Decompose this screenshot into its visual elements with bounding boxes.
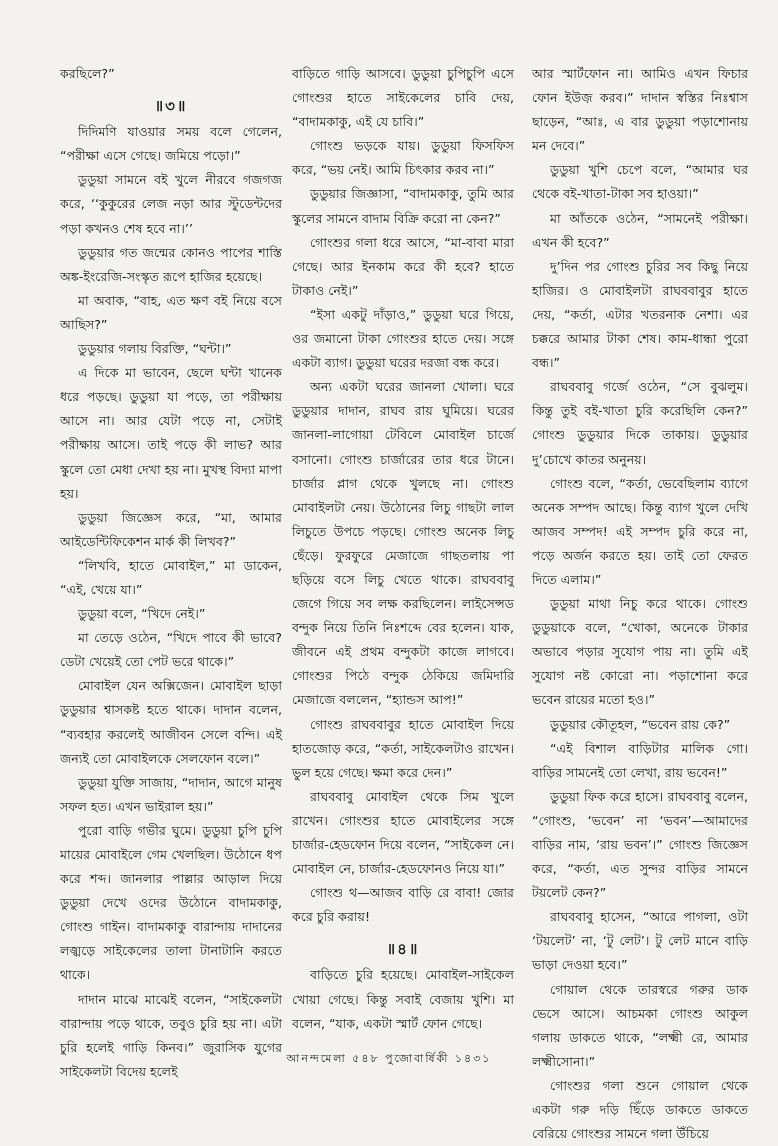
section-heading: ॥৪॥ bbox=[386, 940, 420, 959]
paragraph: রাঘববাবু মোবাইল থেকে সিম খুলে রাখেন। গোংশুর হাতে মোবাইলের সঙ্গে চার্জার-হেডফোন দিয়ে বলেন, “সাইকেল নে। মোবাইল নে, চার্জার-হেডফোনও নিয়ে যা।” bbox=[292, 788, 514, 877]
paragraph: মা অবাক, “বাহ, এত ক্ষণ বই নিয়ে বসে আছিস?” bbox=[60, 292, 282, 332]
paragraph: ডুডুয়ার কৌতূহল, “ভবেন রায় কে?” bbox=[550, 716, 731, 732]
paragraph: “ইসা একটু দাঁড়াও,” ডুডুয়া ঘরে গিয়ে, ওর জমানো টাকা গোংশুর হাতে দেয়। সঙ্গে একটা ব্যাগ। ডুডুয়া ঘরের দরজা বন্ধ করে। bbox=[292, 306, 514, 371]
paragraph: মা আঁতকে ওঠেন, “সামনেই পরীক্ষা। এখন কী হবে?” bbox=[532, 210, 748, 250]
paragraph: গোংশু ভড়কে যায়। ডুডুয়া ফিসফিস করে, “ভয় নেই। আমি চিৎকার করব না।” bbox=[292, 138, 514, 178]
paragraph: এ দিকে মা ভাবেন, ছেলে ঘন্টা খানেক ধরে পড়ছে। ডুডুয়া যা পড়ে, তা পরীক্ষায় আসে না। আর যেটা পড়ে না, সেটাই পরীক্ষায় আসে। তাই পড়ে কী লাভ? আর স্কুলে তো মেধা দেখা হয় না। মুখস্থ বিদ্যা মাপা হয়। bbox=[60, 365, 282, 501]
paragraph: ডুডুয়া যুক্তি সাজায়, “দাদান, আগে মানুষ সফল হত। এখন ভাইরাল হয়।” bbox=[60, 774, 282, 814]
page-footer: আনন্দমেলা ৫৪৮ পুজোবার্ষিকী ১৪৩১ bbox=[286, 1052, 492, 1065]
paragraph: পুরো বাড়ি গভীর ঘুমে। ডুডুয়া চুপি চুপি মায়ের মোবাইলে গেম খেলছিল। উঠোনে ধপ করে শব্দ। জানলার পাল্লার আড়াল দিয়ে ডুডুয়া দেখে ওদের উঠোনে বাদামকাকু, গোংশু গাইন। বাদামকাকু বারান্দায় দাদানের লজ্ঝড়ে সাইকেলের তালা টানাটানি করতে থাকে। bbox=[60, 822, 282, 983]
paragraph: রাঘববাবু হাসেন, “আরে পাগলা, ওটা ‘টয়লেট’ না, ‘টু লেট’। টু লেট মানে বাড়ি ভাড়া দেওয়া হবে।” bbox=[532, 909, 748, 973]
paragraph: গোংশু বলে, “কর্তা, ভেবেছিলাম ব্যাগে অনেক সম্পদ আছে। কিন্তু ব্যাগ খুলে দেখি আজব সম্পদ! এই সম্পদ চুরি করে না, পড়ে অর্জন করতে হয়। তাই তো ফেরত দিতে এলাম।” bbox=[532, 475, 748, 587]
paragraph: বাড়িতে চুরি হয়েছে। মোবাইল-সাইকেল খোয়া গেছে। কিন্তু সবাই বেজায় খুশি। মা বলেন, “যাক, একটা স্মার্ট ফোন গেছে। bbox=[292, 967, 514, 1031]
paragraph: রাঘববাবু গর্জে ওঠেন, “সে বুঝলুম। কিন্তু তুই বই-খাতা চুরি করেছিলি কেন?” গোংশু ডুডুয়ার দিকে তাকায়। ডুডুয়ার দু’চোখে কাতর অনুনয়। bbox=[532, 379, 748, 467]
paragraph: গোংশু থ—আজব বাড়ি রে বাবা! জোর করে চুরি করায়! bbox=[292, 885, 514, 925]
paragraph: “এই বিশাল বাড়িটার মালিক গো। বাড়ির সামনেই তো লেখা, রায় ভবেন!” bbox=[532, 740, 748, 780]
paragraph: দু’দিন পর গোংশু চুরির সব কিছু নিয়ে হাজির। ও মোবাইলটা রাঘববাবুর হাতে দেয়, “কর্তা, এটার খতরনাক নেশা। এর চক্করে আমার টাকা শেষ। কাম-ধান্ধা পুরো বন্ধ।” bbox=[532, 258, 748, 371]
paragraph: দিদিমণি যাওয়ার সময় বলে গেলেন, “পরীক্ষা এসে গেছে। জমিয়ে পড়ো।” bbox=[60, 124, 282, 164]
paragraph: বাড়িতে গাড়ি আসবে। ডুডুয়া চুপিচুপি এসে গোংশুর হাতে সাইকেলের চাবি দেয়, “বাদামকাকু, এই যে চাবি।” bbox=[292, 66, 514, 130]
paragraph: আর স্মার্টফোন না। আমিও এখন ফিচার ফোন ইউজ় করব।” দাদান স্বস্তির নিঃশ্বাস ছাড়েন, “আঃ, এ বার ডুডুয়া পড়াশোনায় মন দেবে।” bbox=[532, 66, 748, 154]
text-column-2 bbox=[292, 62, 514, 1042]
paragraph: “লিখবি, হাতে মোবাইল,” মা ডাকেন, “এই, খেয়ে যা।” bbox=[60, 557, 282, 597]
paragraph: ডুডুয়া জিজ্ঞেস করে, “মা, আমার আইডেন্টিফিকেশন মার্ক কী লিখব?” bbox=[60, 509, 282, 549]
paragraph: গোংশু রাঘববাবুর হাতে মোবাইল দিয়ে হাতজোড় করে, “কর্তা, সাইকেলটাও রাখেন। ভুল হয়ে গেছে। ক্ষমা করে দেন।” bbox=[292, 716, 514, 780]
paragraph: ডুডুয়া খুশি চেপে বলে, “আমার ঘর থেকে বই-খাতা-টাকা সব হাওয়া।” bbox=[532, 162, 748, 202]
paragraph: ডুডুয়া ফিক করে হাসে। রাঘববাবু বলেন, “গোংশু, ‘ভবেন’ না ‘ভবন’—আমাদের বাড়ির নাম, ‘রায় ভবন’।” গোংশু জিজ্ঞেস করে, “কর্তা, এত সুন্দর বাড়ির সামনে টয়লেট কেন?” bbox=[532, 788, 748, 901]
paragraph: মোবাইল যেন অক্সিজেন। মোবাইল ছাড়া ডুডুয়ার শ্বাসকষ্ট হতে থাকে। দাদান বলেন, “ব্যবহার করলেই আজীবন সেলে বন্দি। এই জন্যই তো মোবাইলকে সেলফোন বলে।” bbox=[60, 678, 282, 766]
paragraph: দাদান মাঝে মাঝেই বলেন, “সাইকেলটা বারান্দায় পড়ে থাকে, তবুও চুরি হয় না। এটা চুরি হলেই গাড়ি কিনব।” জুরাসিক যুগের সাইকেলটা বিদেয় হলেই bbox=[60, 991, 282, 1079]
section-heading: ॥৩॥ bbox=[154, 97, 188, 116]
paragraph: গোংশুর গলা শুনে গোয়াল থেকে একটা গরু দড়ি ছিঁড়ে ডাকতে ডাকতে বেরিয়ে গোংশুর সামনে গলা উঁচিয়ে bbox=[532, 1077, 748, 1142]
paragraph: গোয়াল থেকে তারস্বরে গরুর ডাক ভেসে আসে। আচমকা গোংশু আকুল গলায় ডাকতে থাকে, “লক্ষ্মী রে, আমার লক্ষ্মীসোনা।” bbox=[532, 981, 748, 1069]
paragraph: করছিলে?” bbox=[60, 66, 115, 81]
text-column-1 bbox=[60, 62, 282, 1079]
paragraph: ডুডুয়ার জিজ্ঞাসা, “বাদামকাকু, তুমি আর স্কুলের সামনে বাদাম বিক্রি করো না কেন?” bbox=[292, 186, 514, 226]
paragraph: ডুডুয়া সামনে বই খুলে নীরবে গজগজ করে, ‘‘কুকুরের লেজ নড়া আর স্টুডেন্টদের পড়া কখনও শেষ হবে না।’’ bbox=[60, 172, 282, 236]
paragraph: ডুডুয়া বলে, “খিদে নেই।” bbox=[78, 606, 206, 622]
text-column-3 bbox=[532, 62, 748, 1142]
paragraph: ডুডুয়া মাথা নিচু করে থাকে। গোংশু ডুডুয়াকে বলে, “খোকা, অনেকে টাকার অভাবে পড়ার সুযোগ পায় না। তুমি এই সুযোগ নষ্ট কোরো না। পড়াশোনা করে ভবেন রায়ের মতো হও।” bbox=[532, 596, 748, 708]
paragraph: ডুডুয়ার গত জন্মের কোনও পাপের শাস্তি অঙ্ক-ইংরেজি-সংস্কৃত রূপে হাজির হয়েছে। bbox=[60, 244, 282, 284]
paragraph: গোংশুর গলা ধরে আসে, “মা-বাবা মারা গেছে। আর ইনকাম করে কী হবে? হাতে টাকাও নেই।” bbox=[292, 234, 514, 298]
paragraph: অন্য একটা ঘরের জানলা খোলা। ঘরে ডুডুয়ার দাদান, রাঘব রায় ঘুমিয়ে। ঘরের জানলা-লাগোয়া টেবিলে মোবাইল চার্জে বসানো। গোংশু চার্জারের তার ধরে টানে। চার্জার প্লাগ থেকে খুলছে না। গোংশু মোবাইলটা নেয়। উঠোনের লিচু গাছটা লাল লিচুতে উপচে পড়ছে। গোংশু অনেক লিচু ছেঁড়ে। ফুরফুরে মেজাজে গাছতলায় পা ছড়িয়ে বসে লিচু খেতে থাকে। রাঘববাবু জেগে গিয়ে সব লক্ষ করছিলেন। লাইসেন্সড বন্দুক নিয়ে তিনি নিঃশব্দে বের হলেন। যাক, জীবনে এই প্রথম বন্দুকটা কাজে লাগবে। গোংশুর পিঠে বন্দুক ঠেকিয়ে জমিদারি মেজাজে বললেন, “হ্যান্ডস আপ!” bbox=[292, 379, 514, 708]
paragraph: ডুডুয়ার গলায় বিরক্তি, “ঘন্টা।” bbox=[78, 341, 232, 357]
paragraph: মা তেড়ে ওঠেন, “খিদে পাবে কী ভাবে? ডেটা খেয়েই তো পেট ভরে থাকে।” bbox=[60, 630, 282, 670]
